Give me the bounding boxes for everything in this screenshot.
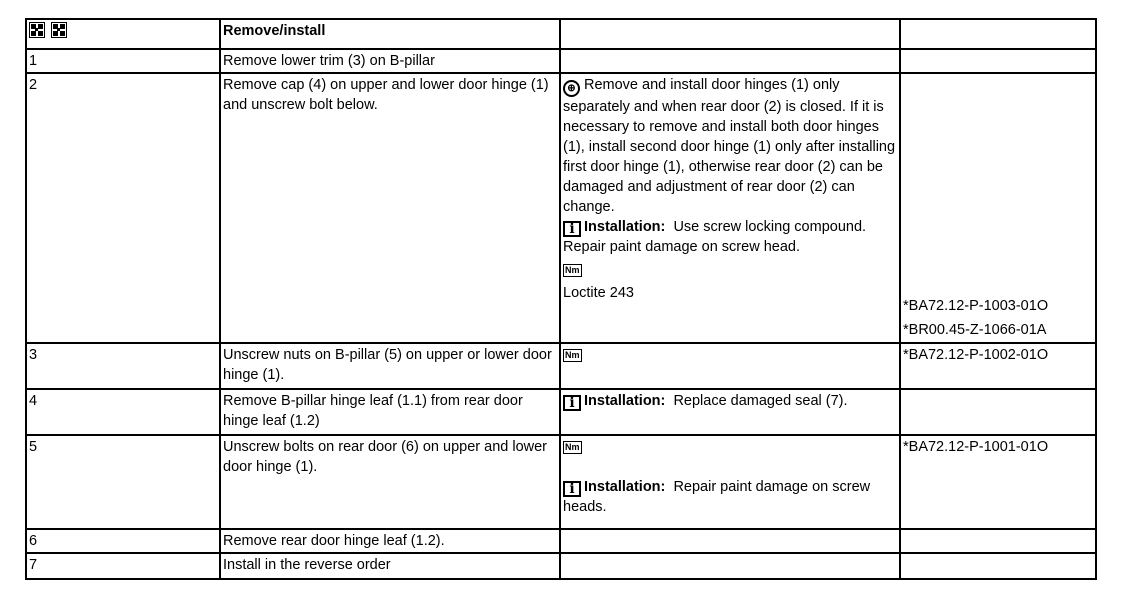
step-refs [900, 389, 1096, 435]
table-row [26, 553, 1096, 579]
repair-note: Repair paint damage on screw head. [563, 239, 800, 255]
step-text: Remove rear door hinge leaf (1.2). [220, 529, 560, 553]
step-number: 5 [26, 435, 220, 529]
installation-note: i Installation: Repair paint damage on screw heads. [563, 479, 871, 515]
step-refs [900, 343, 1096, 389]
step-refs [900, 553, 1096, 579]
info-icon: i [563, 481, 581, 497]
caution-icon: ⊕ [563, 80, 580, 97]
step-notes [560, 389, 900, 435]
remove-icon [29, 22, 45, 38]
header-icons-cell [26, 19, 220, 49]
table-row [26, 343, 1096, 389]
info-icon: i [563, 221, 581, 237]
install-icon [51, 22, 67, 38]
reference-link[interactable]: *BR00.45-Z-1066-01A [903, 322, 1047, 338]
step-notes [560, 343, 900, 389]
step-refs [900, 435, 1096, 529]
compound-name: Loctite 243 [563, 285, 634, 301]
torque-icon: Nm [565, 265, 580, 275]
header-refs-cell [900, 19, 1096, 49]
torque-icon: Nm [565, 350, 580, 360]
step-notes [560, 435, 900, 529]
table-header-row [26, 19, 1096, 49]
step-notes [560, 529, 900, 553]
step-refs [900, 529, 1096, 553]
caution-note: ⊕ Remove and install door hinges (1) only separately and when rear door (2) is closed. If it is necessary to remove and install both door hinges (1), install second door hinge (1) only after installing first door hinge (1), otherwise rear door (2) can be damaged and adjustment of rear door (2) can change. [563, 77, 896, 215]
reference-link[interactable]: *BA72.12-P-1003-01O [903, 298, 1049, 314]
step-notes [560, 49, 900, 73]
reference-link[interactable]: *BA72.12-P-1001-01O [903, 439, 1049, 455]
step-text: Remove B-pillar hinge leaf (1.1) from rear door hinge leaf (1.2) [220, 389, 560, 435]
step-text: Unscrew bolts on rear door (6) on upper and lower door hinge (1). [220, 435, 560, 529]
table-row [26, 435, 1096, 529]
step-number: 4 [26, 389, 220, 435]
installation-note: i Installation: Replace damaged seal (7). [563, 391, 897, 411]
info-icon: i [563, 395, 581, 411]
step-text: Remove cap (4) on upper and lower door hinge (1) and unscrew bolt below. [220, 73, 560, 343]
header-notes-cell [560, 19, 900, 49]
installation-note: i Installation: Use screw locking compound. [563, 217, 897, 237]
table-row [26, 389, 1096, 435]
step-refs [900, 49, 1096, 73]
step-notes [560, 553, 900, 579]
torque-row [563, 437, 897, 477]
table-row [26, 73, 1096, 343]
step-number: 1 [26, 49, 220, 73]
procedure-table [25, 18, 1097, 580]
step-number: 6 [26, 529, 220, 553]
table-row [26, 49, 1096, 73]
step-text: Unscrew nuts on B-pillar (5) on upper or lower door hinge (1). [220, 343, 560, 389]
reference-link[interactable]: *BA72.12-P-1002-01O [903, 347, 1049, 363]
table-row [26, 529, 1096, 553]
step-number: 7 [26, 553, 220, 579]
step-text: Remove lower trim (3) on B-pillar [220, 49, 560, 73]
step-text: Install in the reverse order [220, 553, 560, 579]
step-notes [560, 73, 900, 343]
torque-icon: Nm [565, 442, 580, 452]
step-number: 2 [26, 73, 220, 343]
torque-row [563, 260, 897, 280]
step-refs [900, 73, 1096, 343]
header-title: Remove/install [220, 19, 560, 49]
step-number: 3 [26, 343, 220, 389]
